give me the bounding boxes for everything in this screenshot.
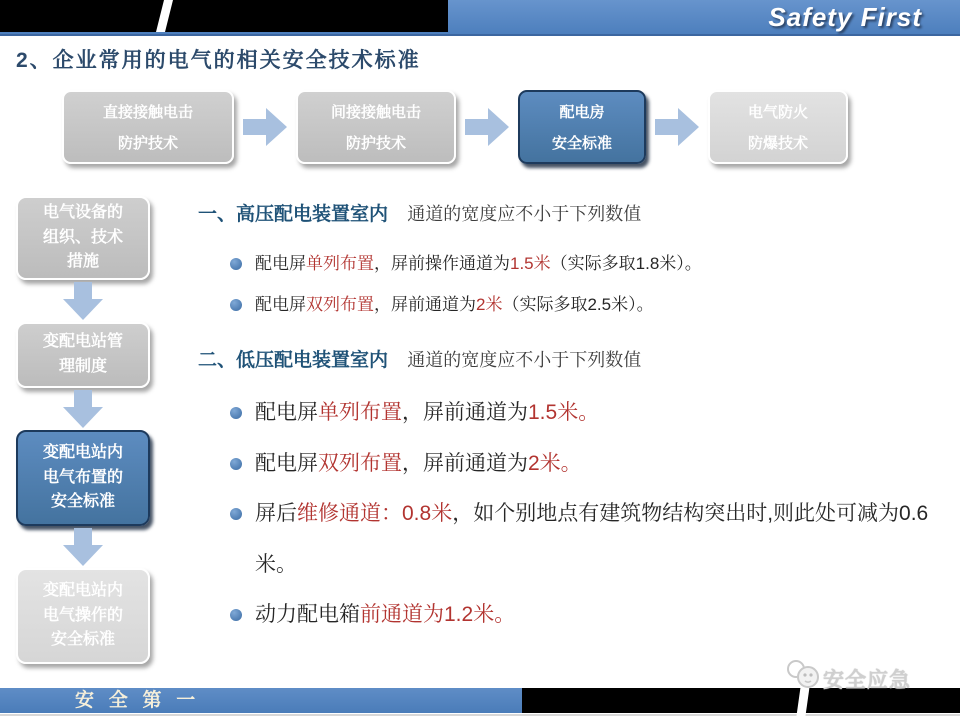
section-heading-number: 一、高压配电装置室内 bbox=[198, 204, 389, 225]
bullet-text bbox=[255, 603, 515, 626]
box-label-line: 变配电站管 bbox=[42, 333, 123, 351]
safety-first-banner: Safety First bbox=[768, 2, 922, 32]
flow-diagram bbox=[62, 90, 848, 164]
section-heading bbox=[198, 348, 940, 375]
flow-step bbox=[708, 90, 848, 164]
bullet-icon bbox=[230, 407, 242, 419]
bullet-icon bbox=[230, 609, 242, 621]
body-text: 配电屏 bbox=[255, 253, 306, 273]
box-label-line: 间接接触电击 bbox=[330, 104, 421, 122]
section-heading-text: 通道的宽度应不小于下列数值 bbox=[407, 204, 642, 224]
flow-step bbox=[296, 90, 456, 164]
bullet-item bbox=[198, 489, 940, 590]
sidebar-step bbox=[16, 322, 150, 388]
brand-mascot-icon bbox=[785, 658, 821, 697]
body-text: 配电屏 bbox=[255, 401, 318, 425]
body-text: （实际多取2.5米）。 bbox=[502, 295, 654, 315]
arrow-down-icon bbox=[61, 527, 105, 567]
bullet-item bbox=[198, 590, 940, 640]
section-heading bbox=[198, 202, 940, 229]
box-label-line: 配电房 bbox=[559, 104, 605, 122]
body-text: ，屏前通道为 bbox=[402, 451, 528, 475]
flow-step-active bbox=[518, 90, 646, 164]
emphasis-text: 2米 bbox=[476, 295, 503, 315]
bullet-icon bbox=[230, 458, 242, 470]
bullet-list bbox=[198, 388, 940, 640]
section-heading-text: 通道的宽度应不小于下列数值 bbox=[407, 349, 642, 370]
body-text: 配电屏 bbox=[255, 295, 306, 315]
box-label-line: 防爆技术 bbox=[747, 134, 808, 152]
box-label-line: 措施 bbox=[66, 253, 99, 271]
body-text: ，如个别地点有建筑物结构突出时,则此处可减为0.6米。 bbox=[255, 502, 929, 576]
emphasis-text: 双列布置 bbox=[306, 295, 374, 315]
arrow-down-icon bbox=[61, 281, 105, 321]
box-label-line: 防护技术 bbox=[117, 134, 178, 152]
body-text: 动力配电箱 bbox=[255, 603, 360, 627]
sidebar-step bbox=[16, 196, 150, 280]
bullet-text bbox=[255, 401, 599, 424]
box-label-line: 安全标准 bbox=[50, 493, 115, 511]
body-text: （实际多取1.8米）。 bbox=[550, 253, 702, 273]
emphasis-text: 维修通道：0.8米 bbox=[297, 502, 453, 526]
emphasis-text: 1.5米 bbox=[510, 253, 551, 273]
box-label-line: 电气设备的 bbox=[42, 203, 123, 221]
box-label-line: 直接接触电击 bbox=[102, 104, 193, 122]
arrow-right-icon bbox=[242, 105, 288, 149]
bullet-icon bbox=[230, 258, 242, 270]
emphasis-text: 前通道为1.2米。 bbox=[360, 603, 516, 627]
arrow-right-icon bbox=[464, 105, 510, 149]
arrow-right-icon bbox=[654, 105, 700, 149]
box-label-line: 组织、技术 bbox=[42, 228, 123, 246]
bullet-item bbox=[198, 439, 940, 489]
top-black-bar bbox=[0, 0, 448, 32]
main-content bbox=[198, 202, 940, 640]
sidebar-step bbox=[16, 568, 150, 664]
bullet-text bbox=[255, 502, 928, 575]
emphasis-text: 2米。 bbox=[528, 451, 582, 475]
box-label-line: 安全标准 bbox=[551, 134, 612, 152]
bullet-item bbox=[198, 388, 940, 438]
brand-watermark bbox=[785, 658, 911, 697]
emphasis-text: 双列布置 bbox=[318, 451, 402, 475]
box-label-line: 电气布置的 bbox=[42, 468, 123, 486]
section-high-voltage bbox=[198, 202, 940, 326]
body-text: ，屏前通道为 bbox=[374, 295, 476, 315]
bullet-item bbox=[198, 284, 940, 326]
brand-name: 安全应急 bbox=[823, 669, 911, 692]
sidebar-flow bbox=[14, 196, 152, 664]
bottom-edge-line bbox=[0, 714, 960, 716]
body-text: ，屏前操作通道为 bbox=[374, 253, 510, 273]
flow-step bbox=[62, 90, 234, 164]
body-text: 屏后 bbox=[255, 502, 297, 526]
sidebar-step-active bbox=[16, 430, 150, 526]
bullet-text bbox=[255, 452, 582, 475]
box-label-line: 理制度 bbox=[58, 358, 107, 375]
emphasis-text: 1.5米。 bbox=[528, 401, 600, 425]
body-text: 配电屏 bbox=[255, 451, 318, 475]
arrow-down-icon bbox=[61, 389, 105, 429]
footer-slogan: 安 全 第 一 bbox=[75, 690, 201, 711]
box-label-line: 安全标准 bbox=[50, 631, 115, 649]
section-low-voltage bbox=[198, 348, 940, 641]
emphasis-text: 单列布置 bbox=[318, 401, 402, 425]
box-label-line: 电气防火 bbox=[747, 104, 808, 122]
emphasis-text: 单列布置 bbox=[306, 253, 374, 273]
page-title: 2、企业常用的电气的相关安全技术标准 bbox=[16, 49, 421, 72]
bullet-icon bbox=[230, 508, 242, 520]
bullet-text bbox=[255, 295, 654, 314]
bullet-list bbox=[198, 243, 940, 326]
box-label-line: 电气操作的 bbox=[42, 606, 123, 624]
bullet-icon bbox=[230, 299, 242, 311]
box-label-line: 防护技术 bbox=[345, 134, 406, 152]
box-label-line: 变配电站内 bbox=[42, 581, 123, 599]
box-label-line: 变配电站内 bbox=[42, 443, 123, 461]
section-heading-number: 二、低压配电装置室内 bbox=[198, 349, 389, 371]
bullet-item bbox=[198, 243, 940, 285]
bullet-text bbox=[255, 254, 702, 273]
body-text: ，屏前通道为 bbox=[402, 401, 528, 425]
